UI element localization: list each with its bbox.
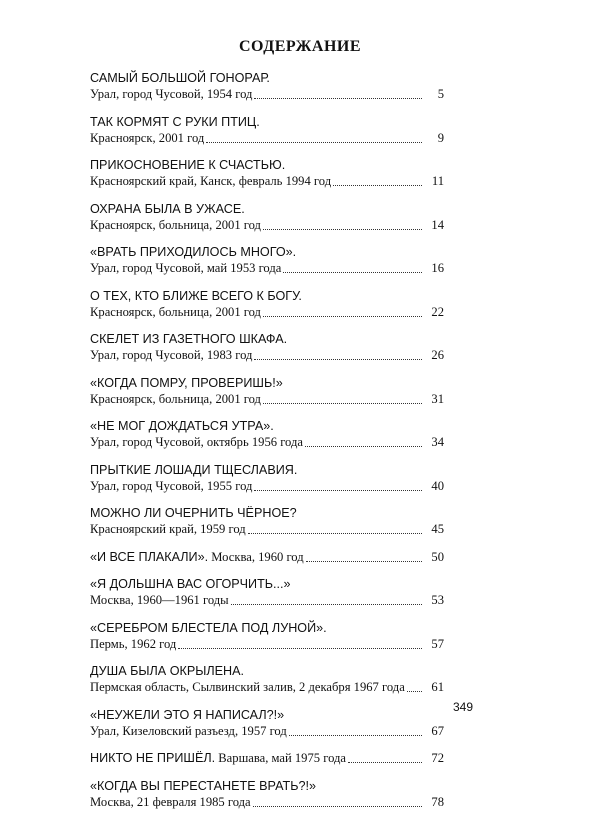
dot-leader (289, 722, 422, 736)
toc-entry-location: Пермская область, Сылвинский залив, 2 декабря 1967 года (90, 680, 405, 694)
toc-entry-line (90, 130, 444, 146)
toc-entry (90, 157, 444, 189)
toc-entry-page: 34 (431, 435, 444, 449)
toc-entry-page: 72 (431, 751, 444, 765)
toc-entry-page: 22 (431, 304, 444, 319)
toc-entry-location: Москва, 1960—1961 годы (90, 593, 229, 607)
toc-entry-title: ПРИКОСНОВЕНИЕ К СЧАСТЬЮ. (90, 158, 286, 172)
dot-leader (348, 749, 422, 763)
toc-entry (90, 620, 444, 652)
toc-entry-location: Красноярск, больница, 2001 год (90, 304, 261, 319)
toc-entry (90, 70, 444, 102)
dot-leader (283, 259, 422, 273)
toc-entry-location: Урал, город Чусовой, 1954 год (90, 87, 253, 101)
toc-entry-line (90, 217, 444, 233)
toc-entry (90, 549, 444, 565)
toc-entry-line (90, 723, 444, 739)
toc-entry-title: СКЕЛЕТ ИЗ ГАЗЕТНОГО ШКАФА. (90, 332, 288, 346)
toc-entry-page: 16 (431, 261, 444, 275)
toc-entry-location: Урал, город Чусовой, октябрь 1956 года (90, 435, 303, 449)
toc-entry (90, 331, 444, 363)
toc-entry-line (90, 86, 444, 102)
dot-leader (333, 172, 422, 186)
toc-entry-location: Урал, Кизеловский разъезд, 1957 год (90, 723, 287, 738)
toc-entry-title: ТАК КОРМЯТ С РУКИ ПТИЦ. (90, 114, 260, 129)
toc-entry-line (90, 679, 444, 695)
toc-entry-line (90, 260, 444, 276)
toc-entry (90, 707, 444, 739)
toc-entry (90, 288, 444, 320)
toc-entry (90, 576, 444, 608)
toc-entry-page: 31 (431, 391, 444, 406)
toc-entry-line (90, 794, 444, 810)
dot-leader (254, 346, 422, 360)
toc-entry-location: Москва, 21 февраля 1985 года (90, 794, 251, 809)
toc-entry (90, 462, 444, 494)
toc-entry-location: Урал, город Чусовой, май 1953 года (90, 261, 282, 275)
toc-entry-page: 14 (431, 217, 444, 232)
toc-entry-place-date: Варшава, май 1975 года (218, 751, 347, 765)
toc-entry-page: 45 (431, 522, 444, 536)
toc-entry-line (90, 173, 444, 189)
toc-entry-location: Пермь, 1962 год (90, 636, 177, 651)
toc-entry-line (90, 750, 444, 766)
toc-entry-page: 9 (437, 130, 444, 145)
dot-leader (253, 793, 422, 807)
toc-entry-title: О ТЕХ, КТО БЛИЖЕ ВСЕГО К БОГУ. (90, 288, 302, 303)
page-title: СОДЕРЖАНИЕ (238, 38, 362, 55)
dot-leader (254, 85, 422, 99)
toc-entry-location: Красноярский край, 1959 год (90, 522, 246, 536)
toc-entry-title: «НЕ МОГ ДОЖДАТЬСЯ УТРА». (90, 419, 274, 433)
toc-entry-location: Красноярск, больница, 2001 год (90, 217, 261, 232)
toc-entry-page: 40 (431, 478, 444, 493)
toc-entry-title: НИКТО НЕ ПРИШЁЛ. (90, 751, 216, 765)
toc-entry-title: МОЖНО ЛИ ОЧЕРНИТЬ ЧЁРНОЕ? (90, 506, 297, 520)
toc-entry-title: САМЫЙ БОЛЬШОЙ ГОНОРАР. (90, 71, 270, 85)
dot-leader (407, 678, 422, 692)
dot-leader (263, 303, 422, 317)
toc-entry-title: «КОГДА ВЫ ПЕРЕСТАНЕТЕ ВРАТЬ?!» (90, 778, 316, 793)
toc-entry-line (90, 478, 444, 494)
toc-entry-line (90, 391, 444, 407)
toc-entry-line (90, 636, 444, 652)
toc-entry (90, 778, 444, 810)
toc-entry-location (90, 549, 304, 565)
dot-leader (306, 548, 422, 562)
toc-entry (90, 244, 444, 276)
toc-entry-page: 67 (431, 723, 444, 738)
toc-entry-title: ДУША БЫЛА ОКРЫЛЕНА. (90, 664, 245, 678)
toc-entry-title: «КОГДА ПОМРУ, ПРОВЕРИШЬ!» (90, 375, 283, 390)
toc-entry-location: Красноярск, 2001 год (90, 130, 205, 145)
dot-leader (263, 216, 422, 230)
toc-entry (90, 750, 444, 766)
toc-entry-location (90, 750, 346, 766)
toc-entry-title: «СЕРЕБРОМ БЛЕСТЕЛА ПОД ЛУНОЙ». (90, 620, 327, 635)
dot-leader (305, 433, 422, 447)
toc-entry-title: «ВРАТЬ ПРИХОДИЛОСЬ МНОГО». (90, 245, 297, 259)
toc-entry-line (90, 347, 444, 363)
toc-entry-line (90, 521, 444, 537)
dot-leader (231, 591, 422, 605)
toc-entry-line (90, 592, 444, 608)
toc-entry-page: 11 (431, 174, 444, 188)
toc-entry-page: 78 (431, 794, 444, 809)
toc-entry (90, 505, 444, 537)
dot-leader (263, 390, 422, 404)
table-of-contents (90, 70, 444, 821)
dot-leader (206, 129, 422, 143)
toc-entry-location: Красноярский край, Канск, февраль 1994 год (90, 174, 332, 188)
toc-entry-title: «Я ДОЛЬШНА ВАС ОГОРЧИТЬ...» (90, 577, 291, 591)
toc-entry-title: «НЕУЖЕЛИ ЭТО Я НАПИСАЛ?!» (90, 707, 285, 722)
toc-entry-line (90, 304, 444, 320)
toc-entry-page: 57 (431, 636, 444, 651)
toc-entry-place-date: Москва, 1960 год (211, 549, 304, 564)
toc-entry (90, 418, 444, 450)
dot-leader (248, 520, 422, 534)
dot-leader (254, 477, 422, 491)
toc-entry (90, 114, 444, 146)
toc-entry (90, 201, 444, 233)
toc-entry-page: 61 (431, 680, 444, 694)
toc-entry-line (90, 434, 444, 450)
dot-leader (178, 635, 422, 649)
toc-entry-title: ПРЫТКИЕ ЛОШАДИ ТЩЕСЛАВИЯ. (90, 462, 298, 477)
toc-entry-line (90, 549, 444, 565)
toc-entry (90, 375, 444, 407)
toc-entry-title: «И ВСЕ ПЛАКАЛИ». (90, 549, 209, 564)
toc-entry-location: Красноярск, больница, 2001 год (90, 391, 261, 406)
toc-entry (90, 663, 444, 695)
toc-entry-page: 50 (431, 549, 444, 564)
toc-entry-page: 5 (437, 87, 444, 101)
toc-entry-location: Урал, город Чусовой, 1983 год (90, 348, 253, 362)
toc-entry-title: ОХРАНА БЫЛА В УЖАСЕ. (90, 201, 245, 216)
toc-entry-page: 53 (431, 593, 444, 607)
page-number: 349 (453, 700, 474, 714)
toc-entry-page: 26 (431, 348, 444, 362)
toc-entry-location: Урал, город Чусовой, 1955 год (90, 478, 253, 493)
